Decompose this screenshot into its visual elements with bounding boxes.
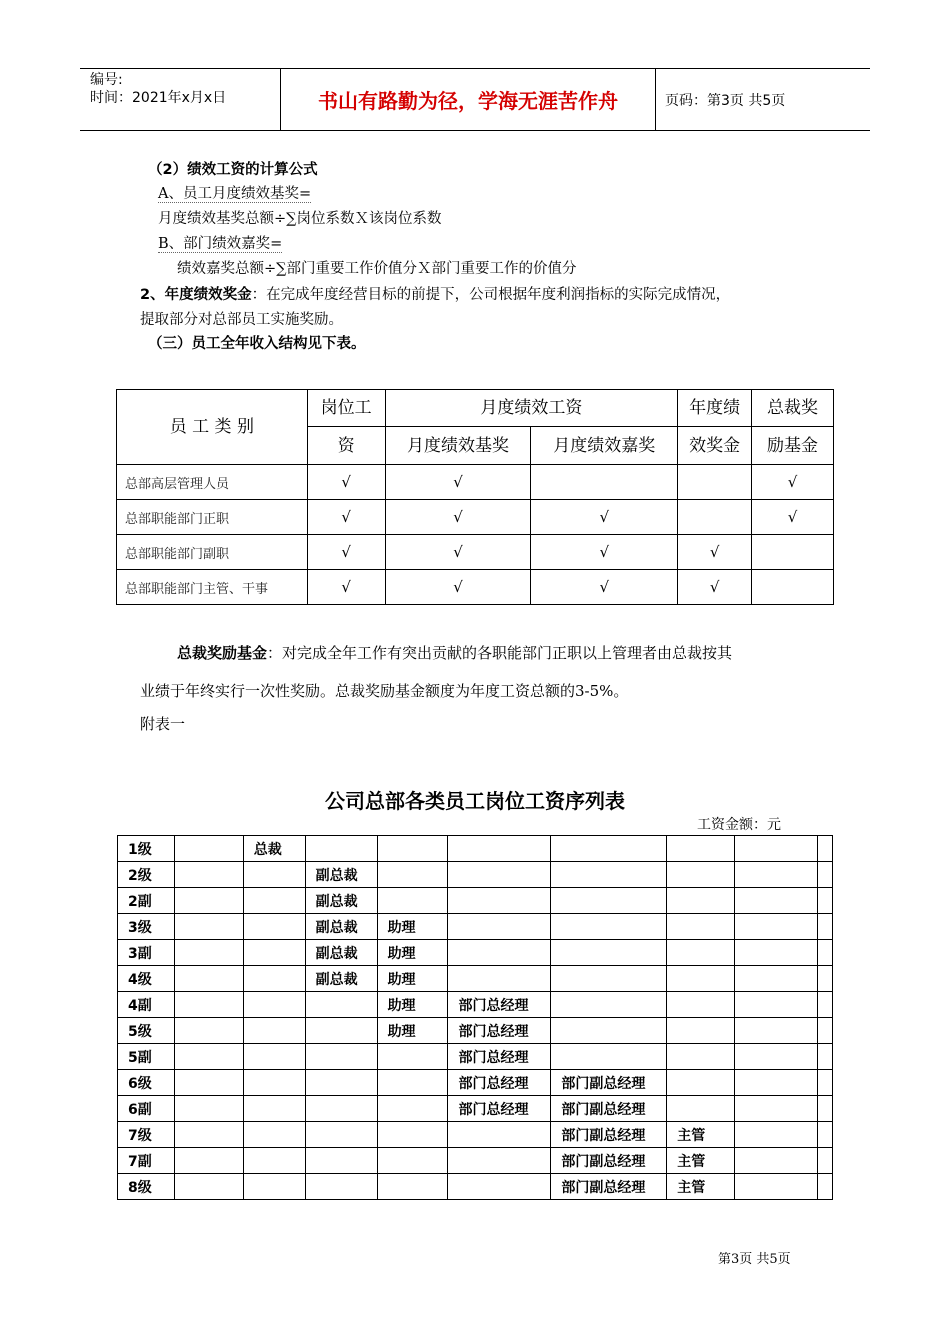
- check-mark: √: [531, 535, 678, 570]
- position-cell: [377, 1096, 448, 1122]
- position-cell: [817, 1044, 832, 1070]
- position-cell: [817, 888, 832, 914]
- row-label: 总部职能部门正职: [117, 500, 308, 535]
- position-cell: [667, 888, 735, 914]
- grade-cell: 3副: [118, 940, 175, 966]
- check-mark: √: [678, 570, 752, 605]
- position-cell: [174, 888, 243, 914]
- header-post-wage-line2: 资: [307, 427, 385, 465]
- position-cell: 部门副总经理: [551, 1122, 667, 1148]
- position-cell: [448, 888, 551, 914]
- position-cell: [243, 888, 305, 914]
- position-cell: [735, 966, 818, 992]
- position-cell: 部门副总经理: [551, 1148, 667, 1174]
- position-cell: 总裁: [243, 836, 305, 862]
- position-cell: [817, 1018, 832, 1044]
- position-cell: 部门总经理: [448, 992, 551, 1018]
- position-cell: [667, 914, 735, 940]
- position-cell: [243, 1096, 305, 1122]
- position-cell: 主管: [667, 1122, 735, 1148]
- position-cell: [174, 1174, 243, 1200]
- position-cell: [174, 836, 243, 862]
- position-cell: [243, 940, 305, 966]
- table-row: [118, 1096, 833, 1122]
- position-cell: [551, 836, 667, 862]
- ceo-fund-paragraph: [177, 642, 732, 663]
- check-mark: √: [307, 465, 385, 500]
- grade-cell: 4副: [118, 992, 175, 1018]
- annual-bonus-paragraph: [140, 283, 730, 304]
- position-cell: [448, 1174, 551, 1200]
- position-cell: [448, 914, 551, 940]
- position-cell: 副总裁: [305, 862, 377, 888]
- position-cell: [551, 992, 667, 1018]
- grade-cell: 2级: [118, 862, 175, 888]
- position-cell: [735, 1044, 818, 1070]
- position-cell: [667, 836, 735, 862]
- position-cell: [735, 1070, 818, 1096]
- ceo-fund-lead: 总裁奖励基金: [177, 644, 268, 662]
- position-cell: [817, 836, 832, 862]
- position-cell: [551, 940, 667, 966]
- position-cell: 部门总经理: [448, 1070, 551, 1096]
- position-cell: [551, 1044, 667, 1070]
- position-cell: [377, 1070, 448, 1096]
- footer-page-number: 第3页 共5页: [718, 1252, 791, 1267]
- position-cell: [243, 992, 305, 1018]
- table-row: [118, 940, 833, 966]
- position-cell: [243, 1018, 305, 1044]
- header-page-number: 页码：第3页 共5页: [665, 92, 786, 109]
- position-cell: [174, 940, 243, 966]
- position-cell: [817, 1122, 832, 1148]
- position-cell: [817, 1070, 832, 1096]
- check-mark: √: [752, 465, 834, 500]
- table-row: [118, 1122, 833, 1148]
- position-cell: [174, 1018, 243, 1044]
- position-cell: [243, 1148, 305, 1174]
- position-cell: 部门副总经理: [551, 1070, 667, 1096]
- position-cell: [377, 1174, 448, 1200]
- position-cell: [551, 1018, 667, 1044]
- header-motto: 书山有路勤为径，学海无涯苦作舟: [281, 69, 656, 130]
- position-cell: 主管: [667, 1148, 735, 1174]
- position-cell: 部门副总经理: [551, 1096, 667, 1122]
- position-cell: [817, 992, 832, 1018]
- salary-table-title: 公司总部各类员工岗位工资序列表: [325, 789, 625, 813]
- position-cell: 助理: [377, 914, 448, 940]
- position-cell: [174, 1070, 243, 1096]
- annual-bonus-text-2: 提取部分对总部员工实施奖励。: [140, 312, 343, 328]
- table-row: [118, 1044, 833, 1070]
- position-cell: [174, 1044, 243, 1070]
- formula-b-label: B、部门绩效嘉奖=: [158, 236, 283, 252]
- position-cell: 主管: [667, 1174, 735, 1200]
- doc-time: 时间：2021年x月x日: [90, 90, 227, 106]
- position-cell: [174, 1096, 243, 1122]
- position-cell: [243, 1174, 305, 1200]
- table-row: [118, 992, 833, 1018]
- table-row: [118, 1070, 833, 1096]
- header-annual-line2: 效奖金: [678, 427, 752, 465]
- formula-b: 绩效嘉奖总额÷∑部门重要工作价值分Ｘ部门重要工作的价值分: [177, 261, 577, 277]
- table-row: [118, 1018, 833, 1044]
- position-cell: [305, 1148, 377, 1174]
- position-cell: [551, 914, 667, 940]
- position-cell: [667, 966, 735, 992]
- position-cell: 副总裁: [305, 940, 377, 966]
- header-meta: [80, 69, 281, 130]
- annual-bonus-lead: 2、年度绩效奖金: [140, 287, 252, 303]
- position-cell: [735, 1018, 818, 1044]
- income-structure-table: [116, 389, 834, 605]
- table-row: [118, 836, 833, 862]
- position-cell: [735, 1096, 818, 1122]
- grade-cell: 7副: [118, 1148, 175, 1174]
- table-row: [118, 888, 833, 914]
- position-cell: 部门副总经理: [551, 1174, 667, 1200]
- position-cell: [174, 914, 243, 940]
- position-cell: 助理: [377, 1018, 448, 1044]
- table-row: [118, 1174, 833, 1200]
- position-cell: [448, 940, 551, 966]
- position-cell: [377, 862, 448, 888]
- row-label: 总部职能部门主管、干事: [117, 570, 308, 605]
- position-cell: [817, 1174, 832, 1200]
- table-row: [118, 862, 833, 888]
- table-row: [118, 966, 833, 992]
- position-cell: [174, 966, 243, 992]
- position-cell: [377, 1122, 448, 1148]
- position-cell: [305, 1122, 377, 1148]
- position-cell: [305, 836, 377, 862]
- check-mark: √: [385, 570, 531, 605]
- position-cell: [243, 862, 305, 888]
- header-monthly-base: 月度绩效基奖: [385, 427, 531, 465]
- position-cell: [377, 1044, 448, 1070]
- position-cell: 助理: [377, 966, 448, 992]
- position-cell: [667, 1096, 735, 1122]
- position-cell: [551, 888, 667, 914]
- section-3-title: （三）员工全年收入结构见下表。: [148, 336, 366, 352]
- position-cell: [735, 940, 818, 966]
- position-cell: [448, 1148, 551, 1174]
- formula-a-label: A、员工月度绩效基奖=: [158, 186, 312, 202]
- header-monthly-performance: 月度绩效工资: [385, 390, 678, 427]
- position-cell: [817, 914, 832, 940]
- appendix-label: 附表一: [140, 715, 186, 733]
- position-cell: [448, 862, 551, 888]
- position-cell: [305, 1070, 377, 1096]
- grade-cell: 8级: [118, 1174, 175, 1200]
- position-cell: [243, 914, 305, 940]
- position-cell: [174, 862, 243, 888]
- position-cell: [448, 836, 551, 862]
- check-mark: √: [307, 535, 385, 570]
- check-mark: √: [678, 535, 752, 570]
- grade-cell: 7级: [118, 1122, 175, 1148]
- position-cell: [817, 1096, 832, 1122]
- check-mark: [678, 465, 752, 500]
- position-cell: [735, 888, 818, 914]
- grade-cell: 6副: [118, 1096, 175, 1122]
- position-cell: [735, 862, 818, 888]
- check-mark: [531, 465, 678, 500]
- position-cell: [174, 992, 243, 1018]
- row-label: 总部高层管理人员: [117, 465, 308, 500]
- position-cell: [667, 992, 735, 1018]
- position-cell: [667, 940, 735, 966]
- position-cell: [551, 862, 667, 888]
- position-cell: [448, 966, 551, 992]
- position-cell: [243, 1122, 305, 1148]
- page-header: [80, 68, 870, 131]
- salary-sequence-table: [117, 835, 833, 1200]
- table-row: [118, 914, 833, 940]
- header-category: 员 工 类 别: [117, 390, 308, 465]
- position-cell: [735, 1122, 818, 1148]
- position-cell: [817, 862, 832, 888]
- check-mark: √: [385, 465, 531, 500]
- grade-cell: 4级: [118, 966, 175, 992]
- position-cell: [667, 1044, 735, 1070]
- section-2-title: （2）绩效工资的计算公式: [148, 162, 318, 178]
- ceo-fund-text-1: ：对完成全年工作有突出贡献的各职能部门正职以上管理者由总裁按其: [267, 644, 733, 662]
- ceo-fund-text-2: 业绩于年终实行一次性奖励。总裁奖励基金额度为年度工资总额的3-5%。: [140, 682, 629, 700]
- position-cell: 副总裁: [305, 966, 377, 992]
- check-mark: [752, 570, 834, 605]
- position-cell: [174, 1148, 243, 1174]
- position-cell: [305, 1096, 377, 1122]
- position-cell: 副总裁: [305, 914, 377, 940]
- doc-code: 编号:: [90, 72, 123, 88]
- position-cell: [735, 836, 818, 862]
- position-cell: [305, 1044, 377, 1070]
- position-cell: [817, 1148, 832, 1174]
- annual-bonus-text: ：在完成年度经营目标的前提下，公司根据年度利润指标的实际完成情况，: [251, 287, 731, 303]
- check-mark: [678, 500, 752, 535]
- position-cell: [377, 888, 448, 914]
- header-monthly-bonus: 月度绩效嘉奖: [531, 427, 678, 465]
- position-cell: [735, 992, 818, 1018]
- position-cell: [305, 1174, 377, 1200]
- position-cell: 部门总经理: [448, 1044, 551, 1070]
- check-mark: √: [307, 570, 385, 605]
- position-cell: 部门总经理: [448, 1096, 551, 1122]
- check-mark: [752, 535, 834, 570]
- check-mark: √: [385, 535, 531, 570]
- grade-cell: 6级: [118, 1070, 175, 1096]
- position-cell: [448, 1122, 551, 1148]
- grade-cell: 2副: [118, 888, 175, 914]
- grade-cell: 3级: [118, 914, 175, 940]
- header-ceo-line1: 总裁奖: [752, 390, 834, 427]
- table-row: [117, 500, 834, 535]
- table-row: [117, 465, 834, 500]
- position-cell: [305, 992, 377, 1018]
- check-mark: √: [531, 500, 678, 535]
- position-cell: [377, 1148, 448, 1174]
- position-cell: 副总裁: [305, 888, 377, 914]
- check-mark: √: [752, 500, 834, 535]
- position-cell: [305, 1018, 377, 1044]
- position-cell: [243, 1044, 305, 1070]
- position-cell: [817, 940, 832, 966]
- check-mark: √: [531, 570, 678, 605]
- position-cell: 部门总经理: [448, 1018, 551, 1044]
- position-cell: [667, 1070, 735, 1096]
- grade-cell: 5副: [118, 1044, 175, 1070]
- position-cell: [667, 1018, 735, 1044]
- position-cell: [377, 836, 448, 862]
- position-cell: [174, 1122, 243, 1148]
- check-mark: √: [307, 500, 385, 535]
- salary-table-body: [118, 836, 833, 1200]
- position-cell: [817, 966, 832, 992]
- salary-unit: 工资金额：元: [697, 817, 781, 833]
- position-cell: [735, 914, 818, 940]
- grade-cell: 5级: [118, 1018, 175, 1044]
- position-cell: [667, 862, 735, 888]
- grade-cell: 1级: [118, 836, 175, 862]
- position-cell: [551, 966, 667, 992]
- position-cell: 助理: [377, 992, 448, 1018]
- table-row: [118, 1148, 833, 1174]
- table-row: [117, 570, 834, 605]
- formula-a: 月度绩效基奖总额÷∑岗位系数Ｘ该岗位系数: [158, 211, 442, 227]
- position-cell: 助理: [377, 940, 448, 966]
- header-annual-line1: 年度绩: [678, 390, 752, 427]
- header-post-wage-line1: 岗位工: [307, 390, 385, 427]
- header-ceo-line2: 励基金: [752, 427, 834, 465]
- table-row: [117, 535, 834, 570]
- row-label: 总部职能部门副职: [117, 535, 308, 570]
- position-cell: [243, 966, 305, 992]
- position-cell: [735, 1148, 818, 1174]
- check-mark: √: [385, 500, 531, 535]
- position-cell: [243, 1070, 305, 1096]
- position-cell: [735, 1174, 818, 1200]
